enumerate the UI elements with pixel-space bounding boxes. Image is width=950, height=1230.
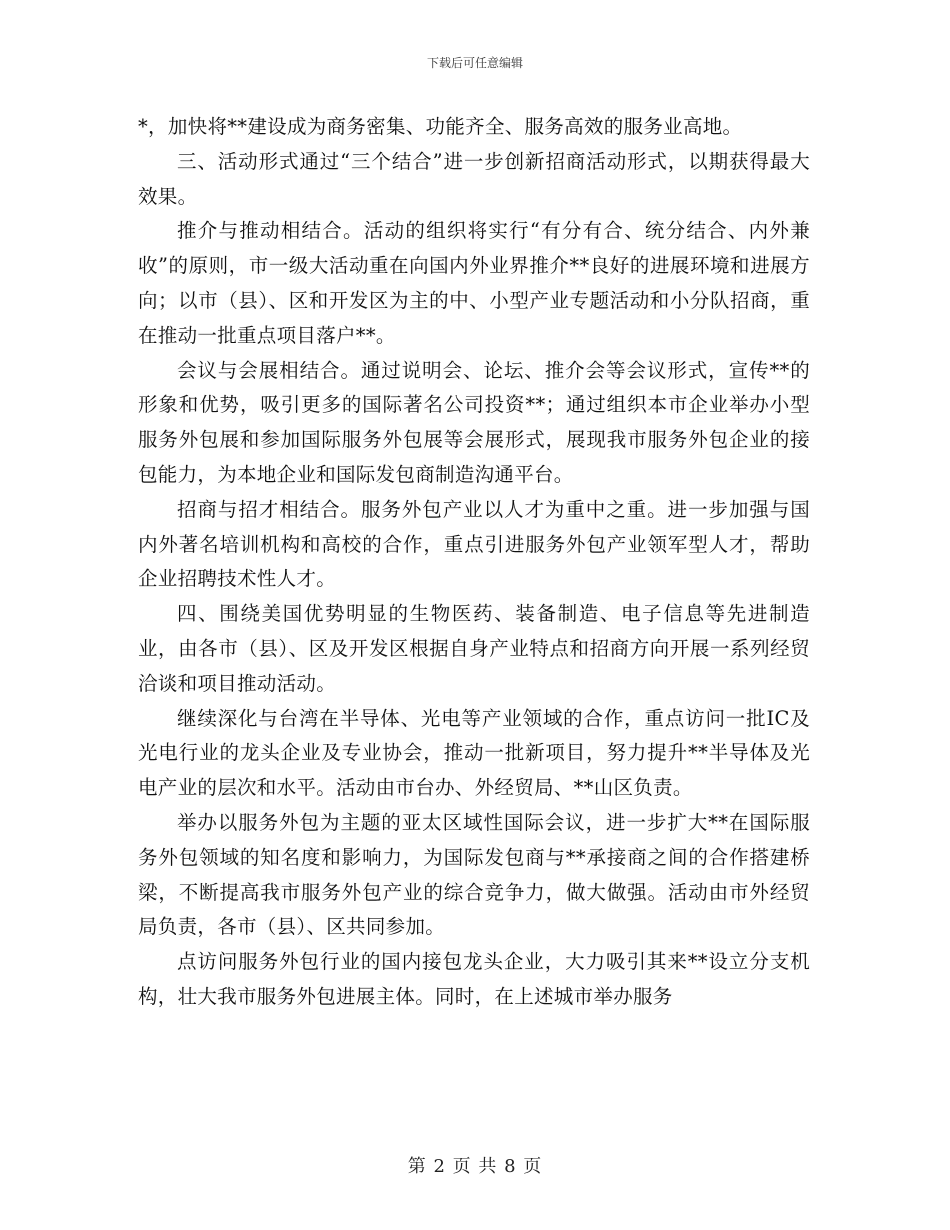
paragraph: 举办以服务外包为主题的亚太区域性国际会议，进一步扩大**在国际服务外包领域的知名度和影响力，为国际发包商与**承接商之间的合作搭建桥梁，不断提高我市服务外包产业的综合竞争力，做大做强。活动由市外经贸局负责，各市（县）、区共同参加。 bbox=[138, 810, 810, 939]
paragraph: 四、围绕美国优势明显的生物医药、装备制造、电子信息等先进制造业，由各市（县）、区及开发区根据自身产业特点和招商方向开展一系列经贸洽谈和项目推动活动。 bbox=[138, 602, 810, 695]
paragraph: *，加快将**建设成为商务密集、功能齐全、服务高效的服务业高地。 bbox=[138, 115, 743, 138]
paragraph: 三、活动形式通过“三个结合”进一步创新招商活动形式，以期获得最大效果。 bbox=[138, 149, 810, 208]
page-header: 下载后可任意编辑 bbox=[426, 56, 523, 70]
page-number: 第 2 页 共 8 页 bbox=[407, 1156, 543, 1177]
paragraph: 推介与推动相结合。活动的组织将实行“有分有合、统分结合、内外兼收”的原则，市一级大活动重在向国内外业界推介**良好的进展环境和进展方向；以市（县）、区和开发区为主的中、小型产业专题活动和小分队招商，重在推动一批重点项目落户**。 bbox=[138, 219, 810, 347]
document-body bbox=[138, 110, 810, 1015]
paragraph: 会议与会展相结合。通过说明会、论坛、推介会等会议形式，宣传**的形象和优势，吸引更多的国际著名公司投资**；通过组织本市企业举办小型服务外包展和参加国际服务外包展等会展形式，展现我市服务外包企业的接包能力，为本地企业和国际发包商制造沟通平台。 bbox=[138, 358, 810, 486]
paragraph: 继续深化与台湾在半导体、光电等产业领域的合作，重点访问一批IC及光电行业的龙头企业及专业协会，推动一批新项目，努力提升**半导体及光电产业的层次和水平。活动由市台办、外经贸局、**山区负责。 bbox=[138, 706, 810, 800]
paragraph: 招商与招才相结合。服务外包产业以人才为重中之重。进一步加强与国内外著名培训机构和高校的合作，重点引进服务外包产业领军型人才，帮助企业招聘技术性人才。 bbox=[138, 497, 810, 591]
paragraph: 点访问服务外包行业的国内接包龙头企业，大力吸引其来**设立分支机构，壮大我市服务外包进展主体。同时，在上述城市举办服务 bbox=[138, 950, 810, 1008]
